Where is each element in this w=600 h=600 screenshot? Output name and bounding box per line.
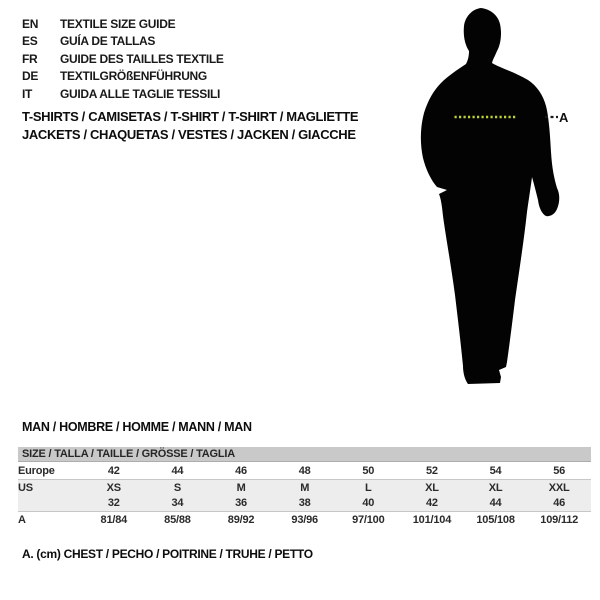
table-cell: L (365, 481, 372, 494)
table-cell: XL (425, 481, 439, 494)
table-cell: 46 (527, 495, 591, 512)
language-code: IT (22, 86, 33, 101)
language-label: GUIDE DES TAILLES TEXTILE (60, 51, 224, 66)
table-cell: 81/84 (100, 514, 128, 526)
table-cell: 109/112 (540, 514, 579, 526)
table-cell: 48 (273, 462, 337, 480)
size-table-header: SIZE / TALLA / TAILLE / GRÖSSE / TAGLIA (18, 447, 591, 462)
language-row (22, 51, 224, 68)
section-title-man: MAN / HOMBRE / HOMME / MANN / MAN (22, 420, 252, 434)
table-cell: 105/108 (476, 514, 515, 526)
figure (410, 0, 570, 395)
language-label: TEXTILE SIZE GUIDE (60, 17, 176, 31)
table-cell: 32 (82, 495, 146, 512)
language-row (22, 68, 224, 85)
footnote-chest: A. (cm) CHEST / PECHO / POITRINE / TRUHE / PETTO (22, 547, 313, 561)
language-label: TEXTILGRÖßENFÜHRUNG (60, 69, 207, 84)
language-code: EN (22, 17, 39, 31)
man-silhouette (410, 0, 570, 395)
table-cell: 38 (273, 495, 337, 512)
table-row-chest (18, 512, 591, 529)
language-row (22, 86, 224, 103)
table-cell: 42 (82, 462, 146, 480)
table-cell: XL (488, 481, 503, 494)
category-jackets: JACKETS / CHAQUETAS / VESTES / JACKEN / GIACCHE (22, 127, 356, 142)
table-row-us (18, 480, 591, 496)
language-list (22, 16, 224, 103)
table-row-europe (18, 462, 591, 480)
row-label: US (18, 481, 33, 494)
table-cell: M (300, 481, 310, 494)
table-cell: 44 (464, 495, 528, 512)
table-cell: M (236, 481, 246, 494)
language-code: DE (22, 69, 39, 84)
table-cell: 89/92 (227, 514, 255, 526)
table-cell: 56 (527, 462, 591, 480)
table-cell: 50 (337, 462, 401, 480)
table-cell: XXL (548, 481, 570, 494)
table-cell: S (173, 481, 181, 494)
table-cell: 42 (400, 495, 464, 512)
table-cell: 46 (209, 462, 273, 480)
row-label (18, 495, 82, 512)
garment-categories (22, 108, 358, 144)
language-row (22, 33, 224, 50)
table-cell: 54 (464, 462, 528, 480)
size-table (18, 447, 591, 528)
language-label: GUÍA DE TALLAS (60, 34, 156, 49)
measure-label-a: A (559, 110, 569, 125)
language-label: GUIDA ALLE TAGLIE TESSILI (60, 86, 221, 101)
table-cell: 97/100 (352, 514, 385, 526)
language-row (22, 16, 224, 33)
table-cell: 44 (146, 462, 210, 480)
row-label: A (18, 514, 26, 526)
table-cell: 34 (146, 495, 210, 512)
table-cell: 40 (337, 495, 401, 512)
table-cell: 52 (400, 462, 464, 480)
table-cell: XS (106, 481, 121, 494)
row-label: Europe (18, 462, 82, 480)
man-silhouette-shape (421, 8, 559, 384)
size-table-header-row (18, 447, 591, 462)
category-tshirts: T-SHIRTS / CAMISETAS / T-SHIRT / T-SHIRT / MAGLIETTE (22, 109, 359, 124)
language-code: ES (22, 34, 38, 49)
table-cell: 85/88 (164, 514, 191, 526)
table-row-us-numeric (18, 495, 591, 512)
language-code: FR (22, 51, 38, 66)
table-cell: 101/104 (412, 514, 452, 526)
table-cell: 36 (209, 495, 273, 512)
table-cell: 93/96 (291, 514, 318, 526)
